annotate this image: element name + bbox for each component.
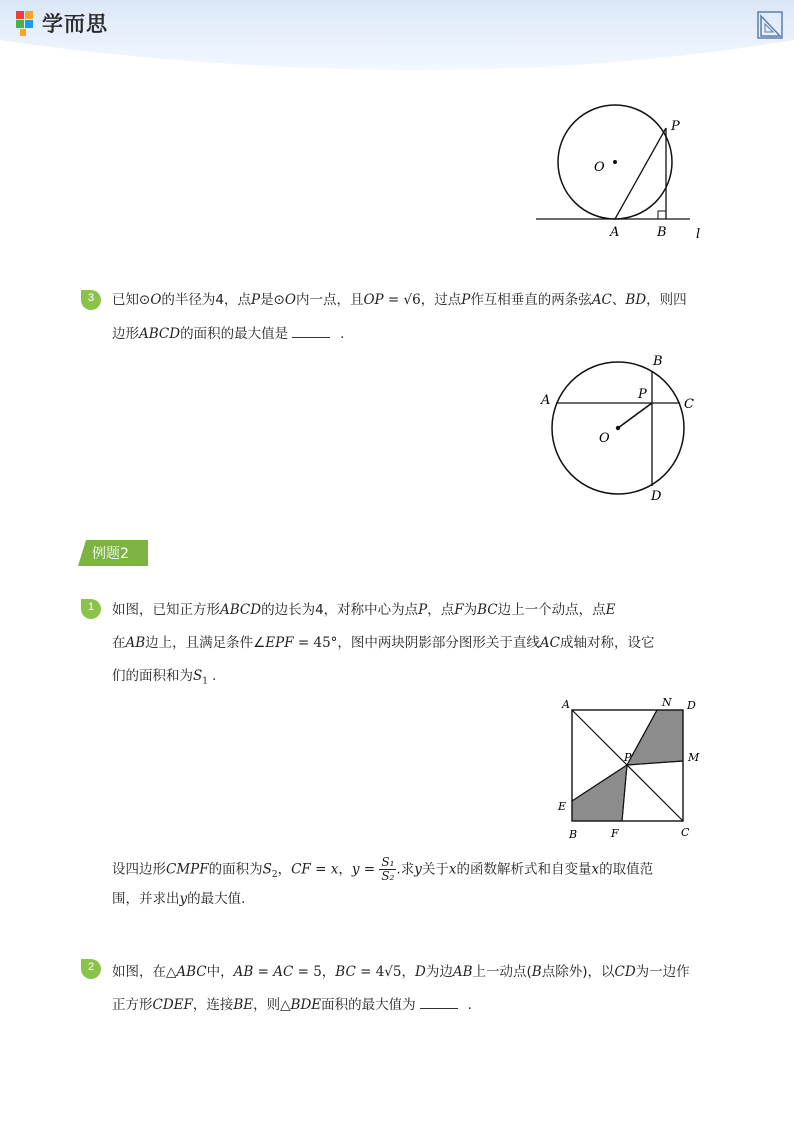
shaded-region-bottom — [572, 765, 627, 821]
label-E: E — [558, 800, 567, 813]
label-M: M — [688, 751, 700, 764]
question-2-line-1: 如图，在△ABC中，AB = AC = 5，BC = 4√5，D为边AB上一动点(B点除外)，以CD为一边作 — [112, 964, 690, 980]
square-figure — [552, 695, 712, 845]
label-P: P — [638, 387, 647, 402]
segment-AP — [615, 128, 666, 219]
label-C: C — [684, 397, 694, 412]
label-O: O — [594, 160, 605, 175]
label-B: B — [653, 354, 663, 369]
label-C: C — [681, 826, 690, 839]
center-dot — [613, 160, 617, 164]
label-P: P — [671, 119, 680, 134]
label-A: A — [562, 698, 570, 711]
chords-circle-figure — [535, 350, 705, 510]
label-l: l — [696, 227, 701, 242]
logo-text: 学而思 — [42, 12, 108, 36]
question-1-line-1: 如图，已知正方形ABCD的边长为4，对称中心为点P，点F为BC边上一个动点，点E — [112, 602, 616, 618]
label-D: D — [651, 489, 662, 504]
label-F: F — [611, 827, 619, 840]
tangent-circle-figure — [530, 100, 710, 245]
problem-3-line-2: 边形ABCD的面积的最大值是 . — [112, 326, 345, 342]
label-N: N — [662, 696, 672, 709]
ruler-icon — [756, 10, 784, 44]
logo-icon — [14, 9, 38, 37]
answer-blank — [292, 325, 330, 338]
question-1-line-4: 设四边形CMPF的面积为$S_2$，CF = x，y = $\frac{\text{S₁}}{\text{S₂}}$ .求y关于x的函数解析式和自变量x的取值范 — [112, 855, 654, 883]
problem-3-line-1: 已知⊙O的半径为4，点P是⊙O内一点，且OP = √6，过点P作互相垂直的两条弦AC、BD，则四 — [112, 292, 687, 308]
brand-logo — [14, 8, 108, 38]
shaded-region-top — [627, 710, 683, 765]
header-background — [0, 0, 794, 72]
question-2-line-2: 正方形CDEF，连接BE，则△BDE面积的最大值为 . — [112, 997, 472, 1013]
question-2-badge: 2 — [80, 958, 102, 980]
center-dot — [616, 426, 620, 430]
answer-blank — [420, 996, 458, 1009]
example-2-tag: 例题2 — [78, 540, 148, 566]
label-D: D — [687, 699, 696, 712]
label-O: O — [599, 431, 610, 446]
segment-OP — [618, 403, 652, 428]
label-A: A — [541, 393, 551, 408]
question-1-line-5: 围，并求出y的最大值. — [112, 891, 246, 907]
question-1-line-3: 们的面积和为$S_1$ . — [112, 668, 217, 687]
fraction-S1-over-S2: $\frac{\text{S₁}}{\text{S₂}}$ — [381, 855, 395, 883]
label-A: A — [610, 225, 620, 240]
problem-3-badge: 3 — [80, 289, 102, 311]
right-angle-mark — [658, 211, 666, 219]
label-P: P — [624, 751, 632, 764]
page-header — [0, 0, 794, 72]
label-B: B — [569, 828, 578, 841]
question-1-line-2: 在AB边上，且满足条件∠EPF = 45°，图中两块阴影部分图形关于直线AC成轴对称，设它 — [112, 635, 655, 651]
question-1-badge: 1 — [80, 598, 102, 620]
label-B: B — [657, 225, 667, 240]
